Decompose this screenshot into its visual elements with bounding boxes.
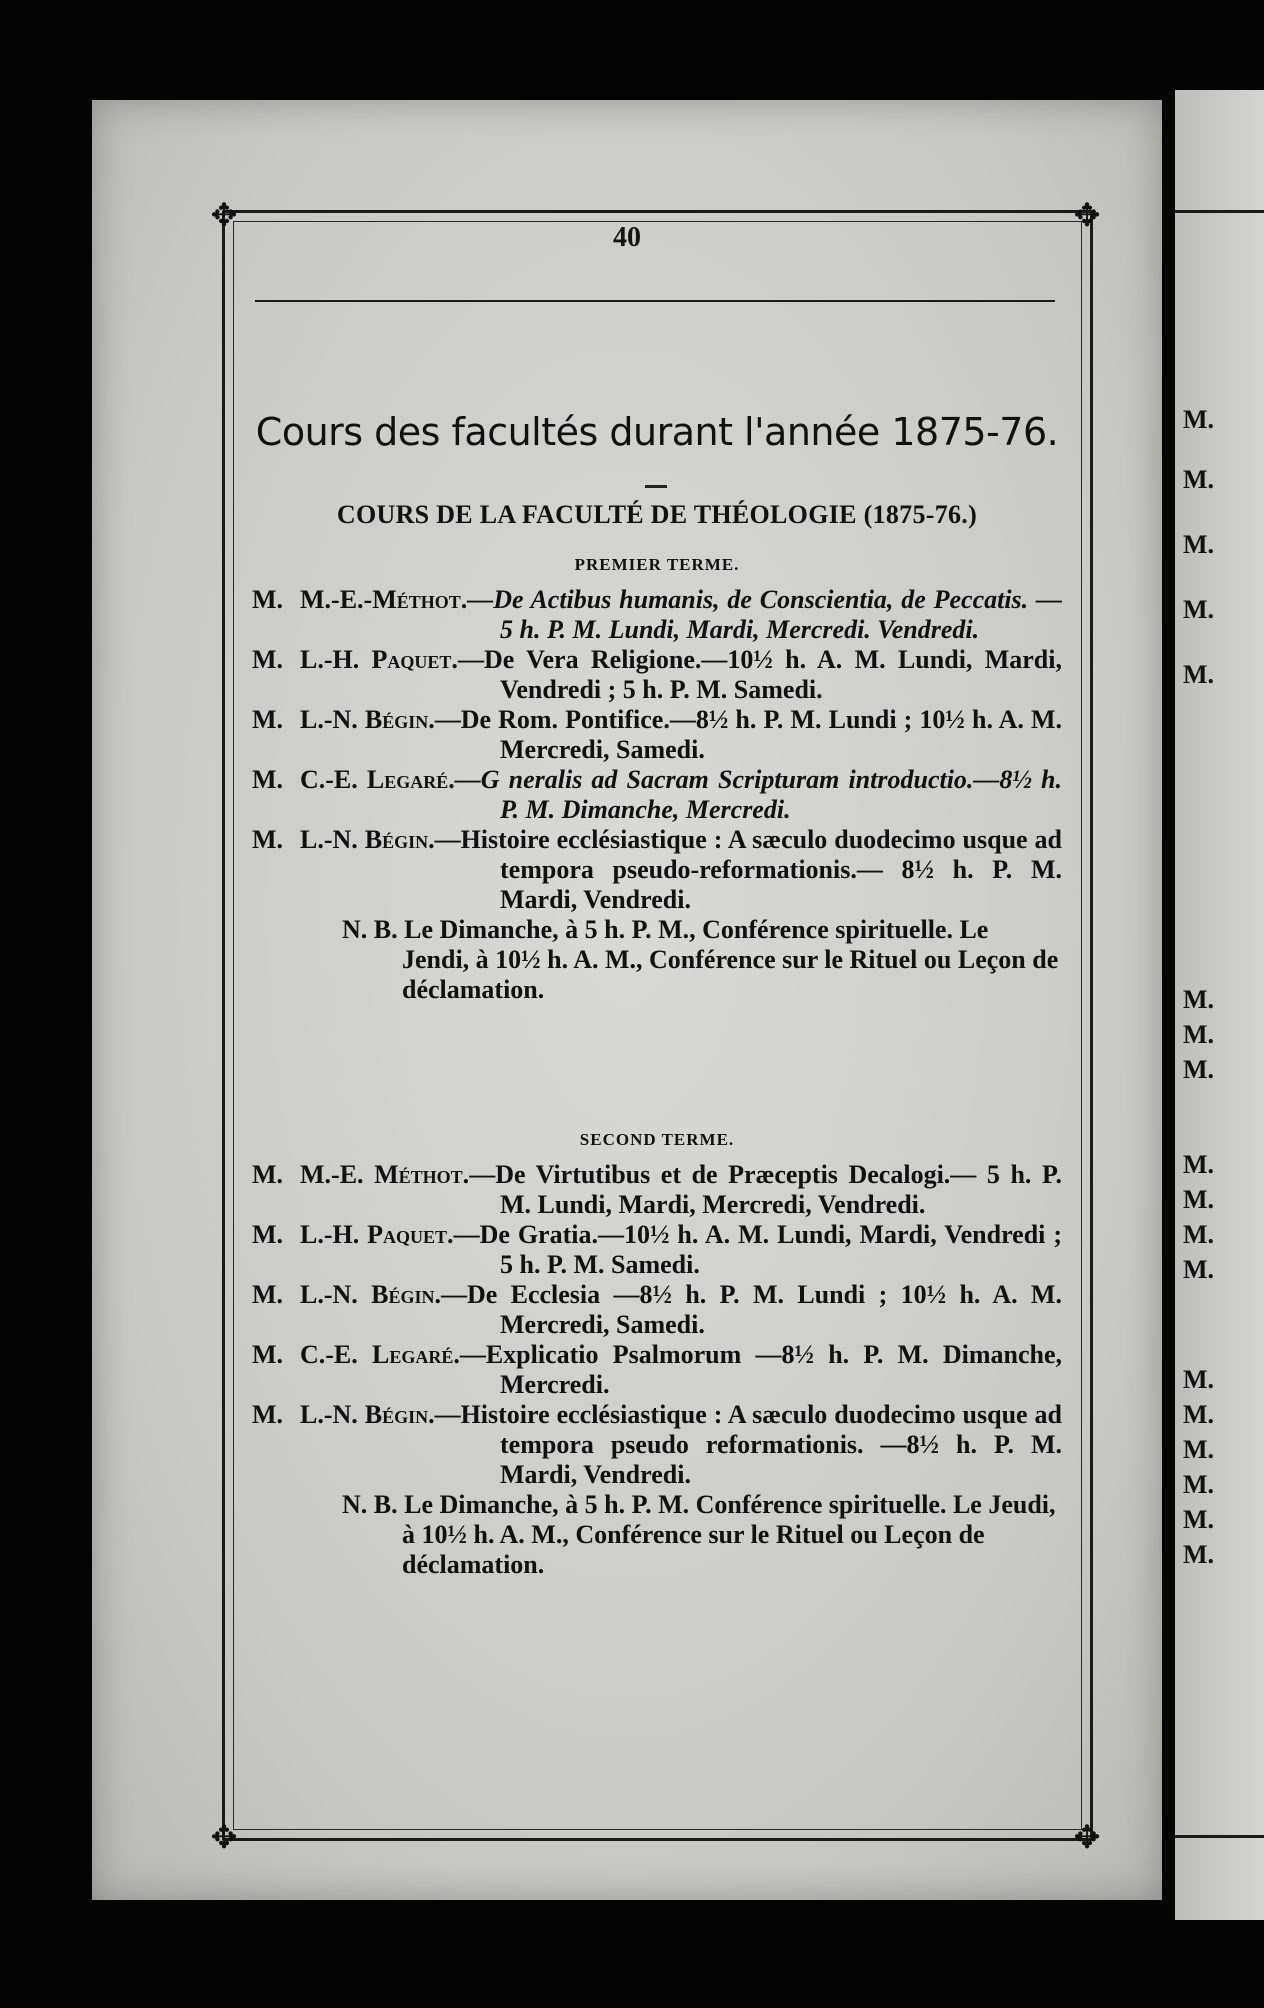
corner-ornament-bottom-right-icon: ✥ bbox=[1073, 1818, 1101, 1856]
professor-name: C.-E. Legaré. bbox=[300, 1340, 460, 1369]
course-entry bbox=[252, 1220, 1062, 1280]
corner-ornament-top-right-icon: ✥ bbox=[1073, 196, 1101, 234]
margin-m: M. bbox=[1183, 1400, 1215, 1429]
margin-m: M. bbox=[1183, 405, 1215, 434]
page-frame bbox=[222, 210, 1093, 1841]
course-entry bbox=[252, 825, 1062, 915]
margin-m: M. bbox=[1183, 985, 1215, 1014]
course-text: —Explicatio Psalmorum —8½ h. P. M. Dimanche, Mercredi. bbox=[459, 1340, 1062, 1399]
course-m: M. bbox=[252, 1280, 284, 1309]
corner-ornament-bottom-left-icon: ✥ bbox=[210, 1818, 238, 1856]
course-m: M. bbox=[252, 1340, 284, 1369]
margin-m: M. bbox=[1183, 1505, 1215, 1534]
course-text: —De Vera Religione.—10½ h. A. M. Lundi, Mardi, Vendredi ; 5 h. P. M. Samedi. bbox=[457, 645, 1062, 704]
professor-name: M.-E.-Méthot. bbox=[300, 585, 468, 614]
course-text: .—De Rom. Pontifice.—8½ h. P. M. Lundi ; 10½ h. A. M. Mercredi, Samedi. bbox=[428, 705, 1062, 764]
professor-name: L.-N. Bégin. bbox=[300, 1400, 435, 1429]
course-text: —De Gratia.—10½ h. A. M. Lundi, Mardi, Vendredi ; 5 h. P. M. Samedi. bbox=[453, 1220, 1062, 1279]
note-first-term bbox=[252, 915, 1062, 1005]
course-text: —De Actibus humanis, de Conscientia, de Peccatis. —5 h. P. M. Lundi, Mardi, Mercredi. Vendredi. bbox=[467, 585, 1062, 644]
course-entry bbox=[252, 705, 1062, 765]
adjacent-page-top-rule bbox=[1175, 210, 1264, 213]
course-list-first-term bbox=[252, 585, 1062, 1005]
course-m: M. bbox=[252, 585, 284, 614]
margin-m: M. bbox=[1183, 1055, 1215, 1084]
professor-name: L.-N. Bégin bbox=[300, 705, 429, 734]
corner-ornament-top-left-icon: ✥ bbox=[210, 196, 238, 234]
margin-m: M. bbox=[1183, 1020, 1215, 1049]
note-text: Le Dimanche, à 5 h. P. M. Conférence spirituelle. Le Jeudi, à 10½ h. A. M., Conférence sur le Rituel ou Leçon de déclamation. bbox=[402, 1490, 1056, 1579]
course-text: —De Virtutibus et de Præceptis Decalogi.— 5 h. P. M. Lundi, Mardi, Mercredi, Vendredi. bbox=[469, 1160, 1062, 1219]
course-text: —Histoire ecclésiastique : A sæculo duodecimo usque ad tempora pseudo-reformationis.— 8½ h. P. M. Mardi, Vendredi. bbox=[434, 825, 1062, 914]
course-entry bbox=[252, 1340, 1062, 1400]
professor-name: L.-H. Paquet. bbox=[300, 1220, 454, 1249]
margin-m: M. bbox=[1183, 1540, 1215, 1569]
course-m: M. bbox=[252, 1220, 284, 1249]
book-page bbox=[92, 100, 1162, 1900]
course-text: —De Ecclesia —8½ h. P. M. Lundi ; 10½ h. A. M. Mercredi, Samedi. bbox=[440, 1280, 1062, 1339]
course-entry bbox=[252, 1280, 1062, 1340]
margin-m: M. bbox=[1183, 1255, 1215, 1284]
course-entry bbox=[252, 1160, 1062, 1220]
course-m: M. bbox=[252, 825, 284, 854]
course-entry bbox=[252, 1400, 1062, 1490]
page-number: 40 bbox=[613, 222, 641, 253]
professor-name: L.-N. Bégin. bbox=[300, 825, 435, 854]
note-text: Le Dimanche, à 5 h. P. M., Conférence spirituelle. Le Jendi, à 10½ h. A. M., Conférence sur le Rituel ou Leçon de déclamation. bbox=[402, 915, 1059, 1004]
course-m: M. bbox=[252, 765, 284, 794]
course-list-second-term bbox=[252, 1160, 1062, 1580]
professor-name: L.-N. Bégin. bbox=[300, 1280, 441, 1309]
professor-name: L.-H. Paquet. bbox=[300, 645, 458, 674]
note-second-term bbox=[252, 1490, 1062, 1580]
adjacent-page-edge bbox=[1175, 90, 1264, 1920]
course-m: M. bbox=[252, 705, 284, 734]
margin-m: M. bbox=[1183, 1435, 1215, 1464]
course-entry bbox=[252, 765, 1062, 825]
course-text: —Histoire ecclésiastique : A sæculo duodecimo usque ad tempora pseudo reformationis. —8½ h. P. M. Mardi, Vendredi. bbox=[434, 1400, 1062, 1489]
course-m: M. bbox=[252, 645, 284, 674]
margin-m: M. bbox=[1183, 1365, 1215, 1394]
term-heading-first: PREMIER TERME. bbox=[574, 555, 740, 574]
note-label: N. B. bbox=[342, 915, 398, 944]
header-rule bbox=[255, 300, 1055, 302]
course-text: —G neralis ad Sacram Scripturam introductio.—8½ h. P. M. Dimanche, Mercredi. bbox=[454, 765, 1062, 824]
margin-m: M. bbox=[1183, 1470, 1215, 1499]
faculty-heading: COURS DE LA FACULTÉ DE THÉOLOGIE (1875-76.) bbox=[336, 500, 978, 529]
margin-m: M. bbox=[1183, 1220, 1215, 1249]
course-entry bbox=[252, 645, 1062, 705]
professor-name: M.-E. Méthot. bbox=[300, 1160, 470, 1189]
course-entry bbox=[252, 585, 1062, 645]
margin-m: M. bbox=[1183, 530, 1215, 559]
margin-m: M. bbox=[1183, 1150, 1215, 1179]
margin-m: M. bbox=[1183, 465, 1215, 494]
adjacent-page-bottom-rule bbox=[1175, 1835, 1264, 1838]
term-heading-second: SECOND TERME. bbox=[579, 1130, 735, 1149]
page-title: Cours des facultés durant l'année 1875-76. bbox=[255, 410, 1059, 454]
margin-m: M. bbox=[1183, 1185, 1215, 1214]
professor-name: C.-E. Legaré. bbox=[300, 765, 455, 794]
course-m: M. bbox=[252, 1160, 284, 1189]
note-label: N. B. bbox=[342, 1490, 398, 1519]
margin-m: M. bbox=[1183, 660, 1215, 689]
course-m: M. bbox=[252, 1400, 284, 1429]
title-dash bbox=[645, 485, 667, 488]
page-frame-inner bbox=[233, 221, 1082, 1830]
margin-m: M. bbox=[1183, 595, 1215, 624]
